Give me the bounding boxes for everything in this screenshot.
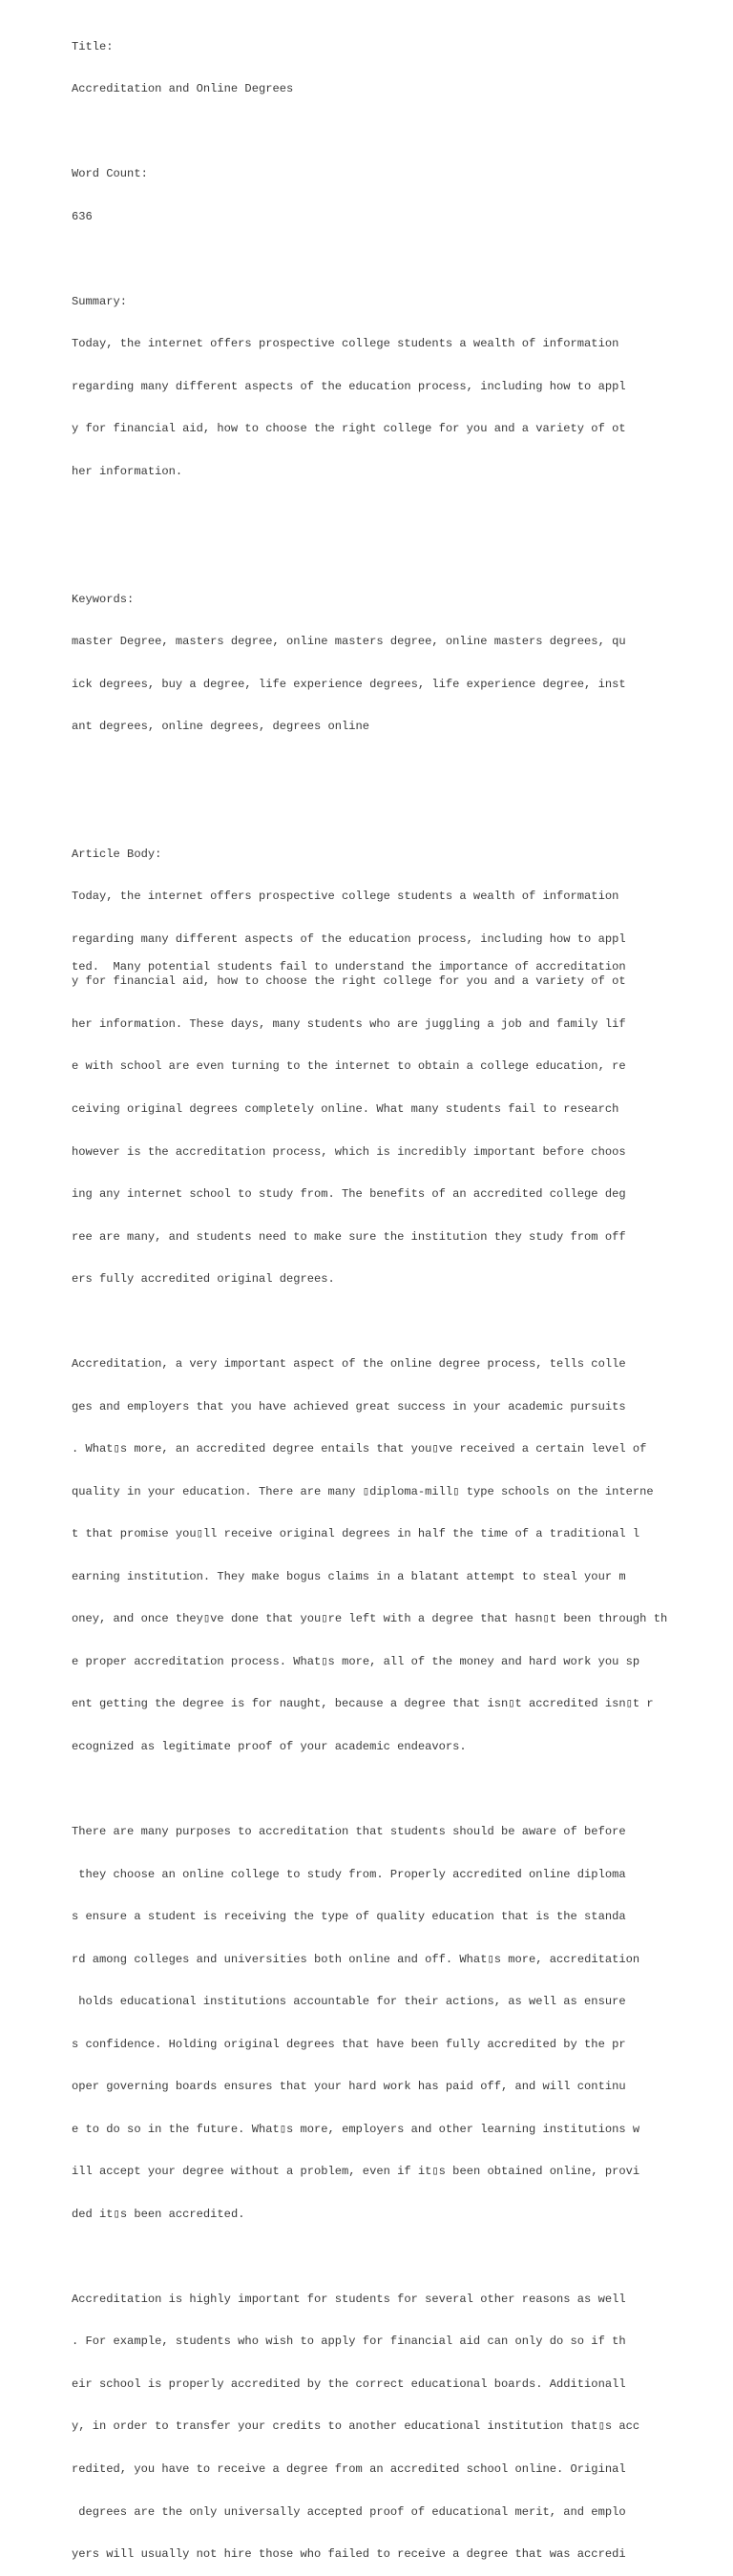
- document-page: [72, 11, 721, 2576]
- paragraph-1-line: y for financial aid, how to choose the right college for you and a variety of ot: [72, 974, 626, 989]
- keywords-label: Keywords:: [72, 592, 135, 606]
- paragraph-1-line: regarding many different aspects of the education process, including how to appl: [72, 932, 626, 946]
- paragraph-3-line: ill accept your degree without a problem, even if it▯s been obtained online, provi: [72, 2165, 640, 2179]
- document-title: Accreditation and Online Degrees: [72, 82, 294, 96]
- page-continuation-line: ted. Many potential students fail to understand the importance of accreditation: [72, 960, 626, 974]
- paragraph-1-line: however is the accreditation process, which is incredibly important before choos: [72, 1144, 626, 1159]
- paragraph-1-line: ers fully accredited original degrees.: [72, 1272, 335, 1287]
- paragraph-2-line: Accreditation, a very important aspect of the online degree process, tells colle: [72, 1357, 626, 1372]
- paragraph-4-line: eir school is properly accredited by the correct educational boards. Additionall: [72, 2377, 626, 2391]
- paragraph-3-line: There are many purposes to accreditation that students should be aware of before: [72, 1825, 626, 1838]
- summary-line: Today, the internet offers prospective college students a wealth of information: [72, 337, 619, 351]
- summary-label: Summary:: [72, 294, 128, 308]
- paragraph-3-line: e to do so in the future. What▯s more, employers and other learning institutions w: [72, 2122, 640, 2136]
- summary-line: her information.: [72, 465, 183, 478]
- spacer: [72, 805, 721, 819]
- paragraph-2-line: ges and employers that you have achieved great success in your academic pursuits: [72, 1399, 626, 1414]
- spacer: [72, 2250, 721, 2264]
- paragraph-3-line: rd among colleges and universities both online and off. What▯s more, accreditation: [72, 1952, 640, 1966]
- paragraph-4-line: redited, you have to receive a degree from an accredited school online. Original: [72, 2461, 626, 2476]
- paragraph-1-line: ing any internet school to study from. The benefits of an accredited college deg: [72, 1187, 626, 1202]
- paragraph-4-line: yers will usually not hire those who failed to receive a degree that was accredi: [72, 2547, 626, 2562]
- paragraph-4-line: degrees are the only universally accepted proof of educational merit, and emplo: [72, 2504, 626, 2519]
- paragraph-1-line: ree are many, and students need to make sure the institution they study from off: [72, 1229, 626, 1244]
- spacer: [72, 252, 721, 266]
- summary-line: y for financial aid, how to choose the right college for you and a variety of ot: [72, 422, 626, 436]
- spacer: [72, 508, 721, 522]
- title-label: Title:: [72, 39, 114, 53]
- paragraph-3-line: s confidence. Holding original degrees that have been fully accredited by the pr: [72, 2037, 626, 2051]
- keywords-line: master Degree, masters degree, online masters degree, online masters degrees, qu: [72, 635, 626, 649]
- paragraph-4-line: . For example, students who wish to apply for financial aid can only do so if th: [72, 2335, 626, 2349]
- paragraph-2-line: earning institution. They make bogus claims in a blatant attempt to steal your m: [72, 1569, 626, 1583]
- paragraph-2-line: ecognized as legitimate proof of your academic endeavors.: [72, 1739, 467, 1753]
- paragraph-2-line: oney, and once they▯ve done that you▯re left with a degree that hasn▯t been through th: [72, 1612, 668, 1626]
- paragraph-3-line: ded it▯s been accredited.: [72, 2207, 245, 2221]
- paragraph-3-line: holds educational institutions accountable for their actions, as well as ensure: [72, 1995, 626, 2009]
- spacer: [72, 125, 721, 139]
- paragraph-2-line: quality in your education. There are many ▯diploma-mill▯ type schools on the interne: [72, 1484, 654, 1498]
- paragraph-1-line: ceiving original degrees completely online. What many students fail to research: [72, 1101, 619, 1116]
- paragraph-1-line: e with school are even turning to the internet to obtain a college education, re: [72, 1059, 626, 1074]
- paragraph-3-line: s ensure a student is receiving the type of quality education that is the standa: [72, 1910, 626, 1924]
- paragraph-2-line: . What▯s more, an accredited degree entails that you▯ve received a certain level of: [72, 1442, 647, 1456]
- summary-line: regarding many different aspects of the education process, including how to appl: [72, 379, 626, 393]
- word-count-value: 636: [72, 209, 93, 223]
- paragraph-2-line: e proper accreditation process. What▯s more, all of the money and hard work you sp: [72, 1654, 640, 1668]
- word-count-label: Word Count:: [72, 167, 148, 181]
- paragraph-2-line: ent getting the degree is for naught, because a degree that isn▯t accredited isn▯t r: [72, 1697, 654, 1711]
- paragraph-1-line: her information. These days, many students who are juggling a job and family lif: [72, 1016, 626, 1031]
- keywords-line: ant degrees, online degrees, degrees online: [72, 720, 370, 734]
- spacer: [72, 550, 721, 564]
- spacer: [72, 763, 721, 777]
- paragraph-3-line: they choose an online college to study from. Properly accredited online diploma: [72, 1867, 626, 1881]
- paragraph-3-line: oper governing boards ensures that your hard work has paid off, and will continu: [72, 2080, 626, 2094]
- paragraph-4-line: Accreditation is highly important for students for several other reasons as well: [72, 2292, 626, 2306]
- paragraph-1-line: Today, the internet offers prospective college students a wealth of information: [72, 890, 619, 904]
- article-body-label: Article Body:: [72, 847, 162, 861]
- spacer: [72, 1782, 721, 1796]
- spacer: [72, 1315, 721, 1330]
- keywords-line: ick degrees, buy a degree, life experience degrees, life experience degree, inst: [72, 677, 626, 691]
- paragraph-4-line: y, in order to transfer your credits to another educational institution that▯s acc: [72, 2419, 640, 2434]
- paragraph-2-line: t that promise you▯ll receive original degrees in half the time of a traditional l: [72, 1527, 640, 1541]
